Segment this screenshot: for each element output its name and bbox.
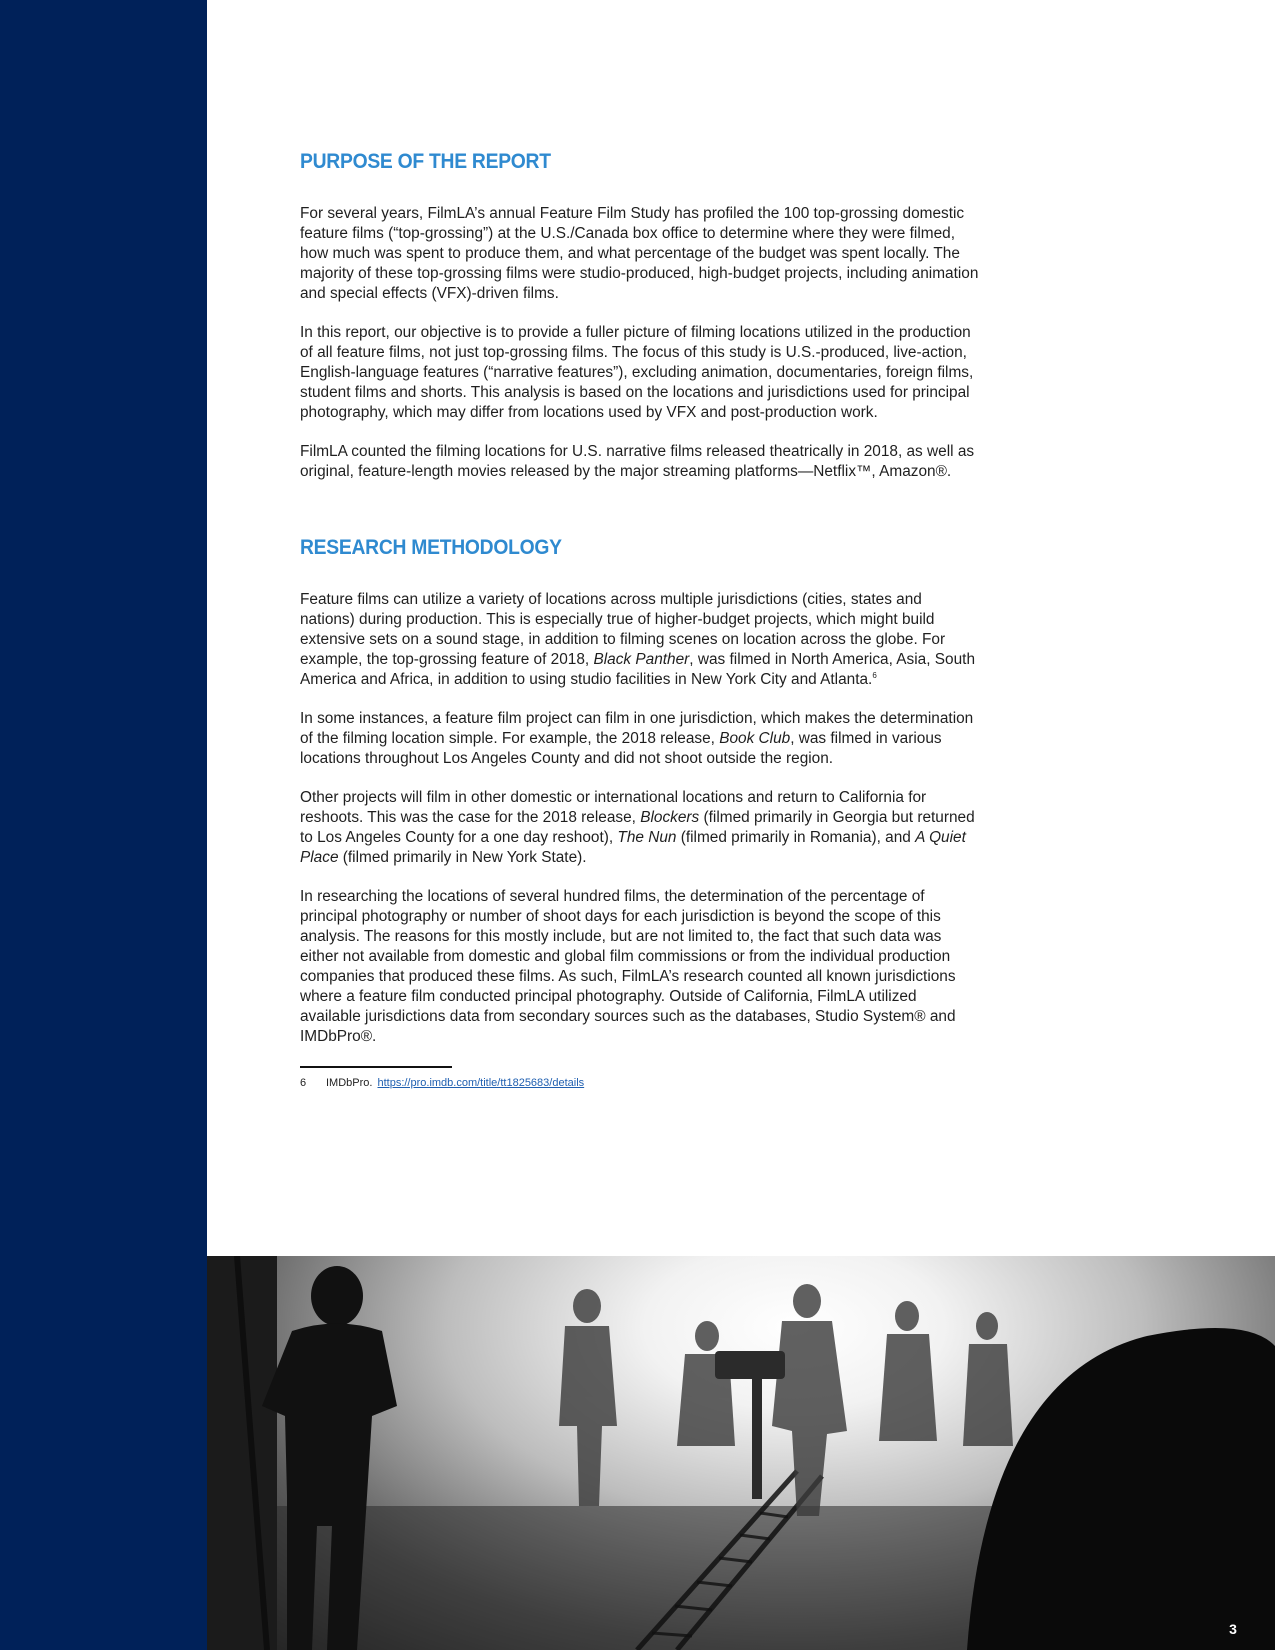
main-content (300, 150, 980, 1089)
footnote-marker[interactable]: 6 (872, 670, 877, 680)
methodology-paragraph-2: In some instances, a feature film project can film in one jurisdiction, which makes the determination of the filming location simple. For example, the 2018 release, Book Club, was filmed in various locations throughout Los Angeles County and did not shoot outside the region. (300, 710, 974, 767)
footnote-source: IMDbPro. (326, 1077, 373, 1089)
film-title: The Nun (617, 829, 677, 846)
left-sidebar-band (0, 0, 207, 1650)
page-number: 3 (1229, 1621, 1237, 1637)
film-title: Black Panther (593, 651, 690, 668)
footnote (300, 1077, 980, 1089)
purpose-paragraph-1: For several years, FilmLA’s annual Feature Film Study has profiled the 100 top-grossing domestic feature films (“top-grossing”) at the U.S./Canada box office to determine where they were filmed, how much was spent to produce them, and what percentage of the budget was spent locally. The majority of these top-grossing films were studio-produced, high-budget projects, including animation and special effects (VFX)-driven films. (300, 205, 979, 302)
footnote-link[interactable]: https://pro.imdb.com/title/tt1825683/details (377, 1077, 585, 1089)
methodology-paragraph-1: Feature films can utilize a variety of locations across multiple jurisdictions (cities, states and nations) during production. This is especially true of higher-budget projects, which might build extensive sets on a sound stage, in addition to filming scenes on location across the globe. For example, the top-grossing feature of 2018, Black Panther, was filmed in North America, Asia, South America and Africa, in addition to using studio facilities in New York City and Atlanta.$^6$ (300, 591, 975, 688)
film-crew-photo (207, 1256, 1275, 1650)
film-title: Book Club (719, 730, 791, 747)
film-title: A Quiet Place (300, 829, 966, 866)
film-title: Blockers (640, 809, 700, 826)
footnote-number: 6 (300, 1077, 307, 1089)
methodology-paragraph-3: Other projects will film in other domestic or international locations and return to California for reshoots. This was the case for the 2018 release, Blockers (filmed primarily in Georgia but returned to Los Angeles County for a one day reshoot), The Nun (filmed primarily in Romania), and A Quiet Place (filmed primarily in New York State). (300, 789, 975, 866)
purpose-paragraph-2: In this report, our objective is to provide a fuller picture of filming locations utilized in the production of all feature films, not just top-grossing films. The focus of this study is U.S.-produced, live-action, English-language features (“narrative features”), excluding animation, documentaries, foreign films, student films and shorts. This analysis is based on the locations and jurisdictions used for principal photography, which may differ from locations used by VFX and post-production work. (300, 324, 974, 421)
methodology-paragraph-4: In researching the locations of several hundred films, the determination of the percentage of principal photography or number of shoot days for each jurisdiction is beyond the scope of this analysis. The reasons for this mostly include, but are not limited to, the fact that such data was either not available from domestic and global film commissions or from the individual production companies that produced these films. As such, FilmLA’s research counted all known jurisdictions where a feature film conducted principal photography. Outside of California, FilmLA utilized available jurisdictions data from secondary sources such as the databases, Studio System® and IMDbPro®. (300, 888, 956, 1045)
section-heading-purpose: PURPOSE OF THE REPORT (300, 150, 551, 173)
purpose-paragraph-3: FilmLA counted the filming locations for U.S. narrative films released theatrically in 2018, as well as original, feature-length movies released by the major streaming platforms—Netflix™, Amazon®. (300, 443, 975, 480)
footnote-divider (300, 1066, 452, 1068)
section-heading-methodology: RESEARCH METHODOLOGY (300, 536, 562, 559)
